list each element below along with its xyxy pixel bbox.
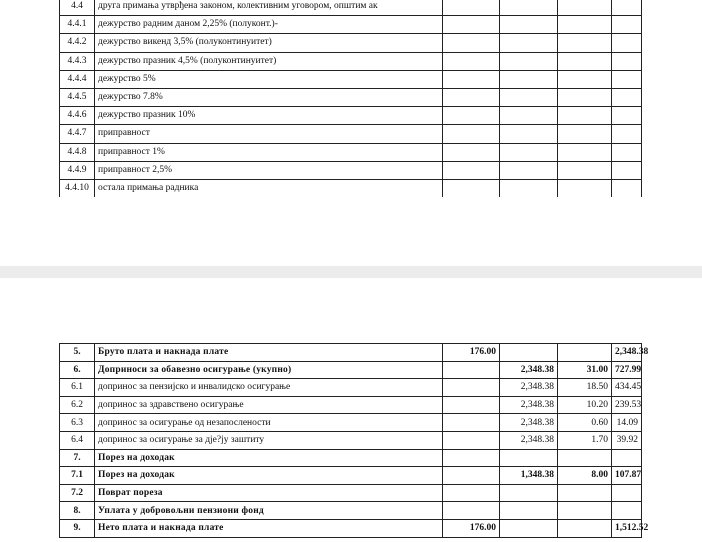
row-number-cell: 4.4.5 xyxy=(60,88,95,106)
rate-cell xyxy=(558,519,612,537)
value-cell xyxy=(612,161,642,179)
rate-cell: 10.20 xyxy=(558,396,612,414)
table-row xyxy=(60,161,642,179)
table-row xyxy=(60,107,642,125)
amount-cell: 434.45 xyxy=(612,379,642,397)
row-number-cell: 7.2 xyxy=(60,484,95,502)
row-number-cell: 6.1 xyxy=(60,379,95,397)
table-row xyxy=(60,125,642,143)
salary-items-table-top xyxy=(59,0,642,197)
row-number-cell: 9. xyxy=(60,519,95,537)
row-number-cell: 4.4.4 xyxy=(60,70,95,88)
row-description-cell: Нето плата и накнада плате xyxy=(95,519,443,537)
value-cell xyxy=(443,70,500,88)
row-number-cell: 4.4.8 xyxy=(60,143,95,161)
value-cell xyxy=(558,88,612,106)
row-description-cell: допринос за пензијско и инвалидско осигурање xyxy=(95,379,443,397)
value-cell xyxy=(612,16,642,34)
table-row xyxy=(60,52,642,70)
value-cell xyxy=(443,107,500,125)
base-amount-cell xyxy=(500,344,558,362)
row-number-cell: 7. xyxy=(60,449,95,467)
row-description-cell: допринос за осигурање од незапослености xyxy=(95,414,443,432)
base-amount-cell xyxy=(500,484,558,502)
value-cell xyxy=(612,107,642,125)
value-cell xyxy=(500,70,558,88)
row-description-cell: дежурство радним даном 2,25% (полуконт.)- xyxy=(95,16,443,34)
row-description-cell: дежурство викенд 3,5% (полуконтинуитет) xyxy=(95,34,443,52)
rate-cell: 1.70 xyxy=(558,431,612,449)
rate-cell xyxy=(558,449,612,467)
row-description-cell: дежурство празник 4,5% (полуконтинуитет) xyxy=(95,52,443,70)
rate-cell: 18.50 xyxy=(558,379,612,397)
row-number-cell: 4.4.7 xyxy=(60,125,95,143)
value-cell xyxy=(612,0,642,16)
value-cell xyxy=(500,179,558,197)
hours-cell xyxy=(443,449,500,467)
value-cell xyxy=(612,52,642,70)
row-description-cell: допринос за осигурање за дје?ју заштиту xyxy=(95,431,443,449)
value-cell xyxy=(612,34,642,52)
amount-cell: 2,348.38 xyxy=(612,344,642,362)
row-description-cell: Порез на доходак xyxy=(95,449,443,467)
value-cell xyxy=(443,161,500,179)
table-row xyxy=(60,414,642,432)
table-row xyxy=(60,179,642,197)
value-cell xyxy=(443,88,500,106)
row-description-cell: Бруто плата и накнада плате xyxy=(95,344,443,362)
value-cell xyxy=(443,179,500,197)
rate-cell: 8.00 xyxy=(558,467,612,485)
value-cell xyxy=(500,125,558,143)
amount-cell xyxy=(612,484,642,502)
row-description-cell: дежурство 5% xyxy=(95,70,443,88)
rate-cell xyxy=(558,484,612,502)
table-row xyxy=(60,34,642,52)
value-cell xyxy=(443,52,500,70)
hours-cell xyxy=(443,379,500,397)
row-number-cell: 6.2 xyxy=(60,396,95,414)
value-cell xyxy=(612,88,642,106)
value-cell xyxy=(558,125,612,143)
value-cell xyxy=(558,70,612,88)
hours-cell: 176.00 xyxy=(443,519,500,537)
hours-cell xyxy=(443,484,500,502)
hours-cell xyxy=(443,361,500,379)
row-description-cell: дежурство 7.8% xyxy=(95,88,443,106)
row-description-cell: остала примања радника xyxy=(95,179,443,197)
base-amount-cell: 2,348.38 xyxy=(500,361,558,379)
table-row xyxy=(60,16,642,34)
amount-cell: 727.99 xyxy=(612,361,642,379)
value-cell xyxy=(558,107,612,125)
page-top-section xyxy=(0,0,702,200)
row-number-cell: 4.4.6 xyxy=(60,107,95,125)
table-row xyxy=(60,361,642,379)
value-cell xyxy=(443,125,500,143)
table-row xyxy=(60,396,642,414)
hours-cell: 176.00 xyxy=(443,344,500,362)
value-cell xyxy=(558,0,612,16)
row-description-cell: приправност 1% xyxy=(95,143,443,161)
hours-cell xyxy=(443,396,500,414)
row-number-cell: 4.4.1 xyxy=(60,16,95,34)
row-description-cell: Поврат пореза xyxy=(95,484,443,502)
row-description-cell: приправност 2,5% xyxy=(95,161,443,179)
table-row xyxy=(60,143,642,161)
hours-cell xyxy=(443,431,500,449)
table-row xyxy=(60,344,642,362)
table-row xyxy=(60,467,642,485)
value-cell xyxy=(443,34,500,52)
amount-cell: 1,512.52 xyxy=(612,519,642,537)
rate-cell: 0.60 xyxy=(558,414,612,432)
row-number-cell: 6. xyxy=(60,361,95,379)
row-description-cell: Уплата у добровољни пензиони фонд xyxy=(95,502,443,520)
row-description-cell: Порез на доходак xyxy=(95,467,443,485)
amount-cell: 14.09 xyxy=(612,414,642,432)
base-amount-cell: 1,348.38 xyxy=(500,467,558,485)
value-cell xyxy=(558,52,612,70)
row-description-cell: дежурство празник 10% xyxy=(95,107,443,125)
value-cell xyxy=(558,161,612,179)
value-cell xyxy=(500,34,558,52)
value-cell xyxy=(500,0,558,16)
table-row xyxy=(60,70,642,88)
amount-cell: 239.53 xyxy=(612,396,642,414)
table-row xyxy=(60,484,642,502)
base-amount-cell: 2,348.38 xyxy=(500,431,558,449)
amount-cell: 107.87 xyxy=(612,467,642,485)
table-row xyxy=(60,379,642,397)
value-cell xyxy=(500,161,558,179)
value-cell xyxy=(612,143,642,161)
row-number-cell: 4.4.2 xyxy=(60,34,95,52)
value-cell xyxy=(500,143,558,161)
row-description-cell: приправност xyxy=(95,125,443,143)
base-amount-cell: 2,348.38 xyxy=(500,414,558,432)
table-row xyxy=(60,519,642,537)
value-cell xyxy=(558,16,612,34)
value-cell xyxy=(443,0,500,16)
hours-cell xyxy=(443,502,500,520)
page-separator xyxy=(0,266,702,278)
value-cell xyxy=(500,107,558,125)
value-cell xyxy=(558,34,612,52)
hours-cell xyxy=(443,414,500,432)
base-amount-cell: 2,348.38 xyxy=(500,379,558,397)
row-number-cell: 4.4.3 xyxy=(60,52,95,70)
value-cell xyxy=(500,88,558,106)
base-amount-cell xyxy=(500,502,558,520)
row-number-cell: 4.4.10 xyxy=(60,179,95,197)
value-cell xyxy=(500,52,558,70)
salary-summary-table xyxy=(59,343,649,538)
value-cell xyxy=(612,70,642,88)
table-row xyxy=(60,431,642,449)
row-number-cell: 6.3 xyxy=(60,414,95,432)
value-cell xyxy=(558,179,612,197)
row-number-cell: 4.4 xyxy=(60,0,95,16)
rate-cell xyxy=(558,502,612,520)
row-number-cell: 5. xyxy=(60,344,95,362)
rate-cell xyxy=(558,344,612,362)
table-row xyxy=(60,0,642,16)
table-row xyxy=(60,502,642,520)
row-description-cell: друга примања утврђена законом, колективним уговором, општим ак xyxy=(95,0,443,16)
value-cell xyxy=(612,179,642,197)
value-cell xyxy=(443,143,500,161)
row-number-cell: 4.4.9 xyxy=(60,161,95,179)
table-row xyxy=(60,88,642,106)
value-cell xyxy=(558,143,612,161)
value-cell xyxy=(443,16,500,34)
row-number-cell: 7.1 xyxy=(60,467,95,485)
table-row xyxy=(60,449,642,467)
amount-cell xyxy=(612,502,642,520)
hours-cell xyxy=(443,467,500,485)
base-amount-cell xyxy=(500,449,558,467)
base-amount-cell xyxy=(500,519,558,537)
row-description-cell: допринос за здравствено осигурање xyxy=(95,396,443,414)
amount-cell: 39.92 xyxy=(612,431,642,449)
page-bottom-section xyxy=(0,278,702,542)
amount-cell xyxy=(612,449,642,467)
base-amount-cell: 2,348.38 xyxy=(500,396,558,414)
value-cell xyxy=(612,125,642,143)
value-cell xyxy=(500,16,558,34)
row-number-cell: 8. xyxy=(60,502,95,520)
rate-cell: 31.00 xyxy=(558,361,612,379)
row-number-cell: 6.4 xyxy=(60,431,95,449)
row-description-cell: Доприноси за обавезно осигурање (укупно) xyxy=(95,361,443,379)
